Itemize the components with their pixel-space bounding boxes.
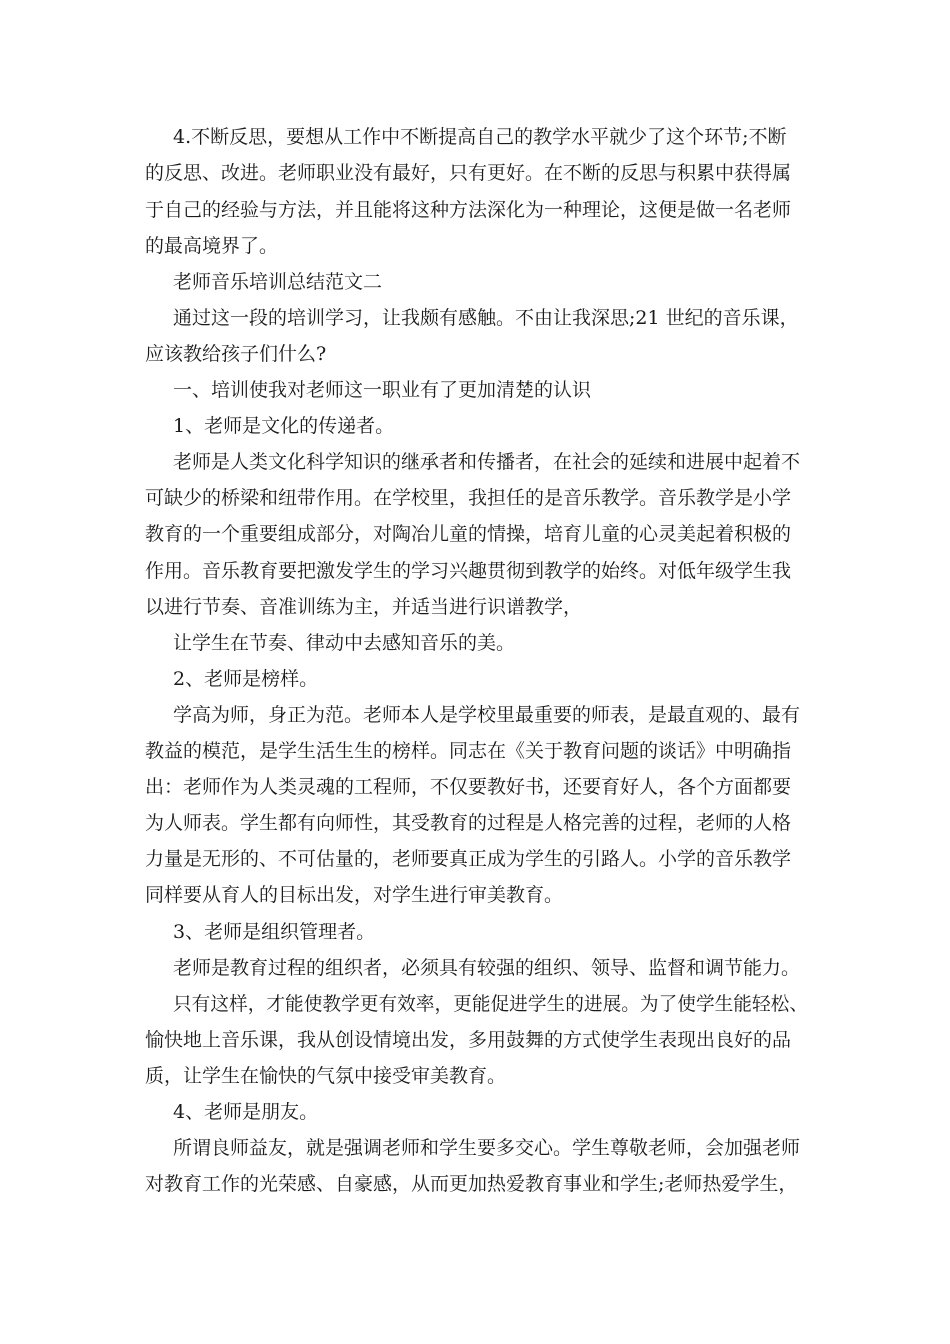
paragraph-line: 4.不断反思，要想从工作中不断提高自己的教学水平就少了这个环节;不断 bbox=[173, 126, 787, 148]
subsection-heading: 4、老师是朋友。 bbox=[173, 1101, 319, 1123]
paragraph-line: 的反思、改进。老师职业没有最好，只有更好。在不断的反思与积累中获得属 bbox=[145, 162, 792, 184]
paragraph-line: 教育的一个重要组成部分，对陶冶儿童的情操，培育儿童的心灵美起着积极的 bbox=[145, 523, 792, 545]
paragraph-line: 可缺少的桥梁和纽带作用。在学校里，我担任的是音乐教学。音乐教学是小学 bbox=[145, 487, 792, 509]
paragraph-line: 让学生在节奏、律动中去感知音乐的美。 bbox=[173, 632, 516, 654]
paragraph-line: 的最高境界了。 bbox=[145, 235, 279, 257]
paragraph-line: 质，让学生在愉快的气氛中接受审美教育。 bbox=[145, 1065, 507, 1087]
paragraph-line: 愉快地上音乐课，我从创设情境出发，多用鼓舞的方式使学生表现出良好的品 bbox=[145, 1029, 792, 1051]
paragraph-line: 应该教给孩子们什么? bbox=[145, 343, 327, 365]
paragraph-line: 对教育工作的光荣感、自豪感，从而更加热爱教育事业和学生;老师热爱学生， bbox=[145, 1173, 798, 1195]
paragraph-line: 老师是人类文化科学知识的继承者和传播者，在社会的延续和进展中起着不 bbox=[173, 451, 801, 473]
paragraph-line: 以进行节奏、音准训练为主，并适当进行识谱教学， bbox=[145, 596, 583, 618]
section-heading: 一、培训使我对老师这一职业有了更加清楚的认识 bbox=[173, 379, 592, 401]
subsection-heading: 2、老师是榜样。 bbox=[173, 668, 319, 690]
paragraph-line: 教益的模范，是学生活生生的榜样。同志在《关于教育问题的谈话》中明确指 bbox=[145, 740, 792, 762]
paragraph-line: 同样要从育人的目标出发，对学生进行审美教育。 bbox=[145, 884, 564, 906]
paragraph-line: 力量是无形的、不可估量的，老师要真正成为学生的引路人。小学的音乐教学 bbox=[145, 848, 792, 870]
paragraph-line: 通过这一段的培训学习，让我颇有感触。不由让我深思;21 世纪的音乐课， bbox=[173, 307, 799, 329]
paragraph-line: 于自己的经验与方法，并且能将这种方法深化为一种理论，这便是做一名老师 bbox=[145, 199, 792, 221]
paragraph-line: 出：老师作为人类灵魂的工程师，不仅要教好书，还要育好人，各个方面都要 bbox=[145, 776, 792, 798]
paragraph-line: 老师是教育过程的组织者，必须具有较强的组织、领导、监督和调节能力。 bbox=[173, 957, 801, 979]
paragraph-line: 作用。音乐教育要把激发学生的学习兴趣贯彻到教学的始终。对低年级学生我 bbox=[145, 560, 792, 582]
section-title: 老师音乐培训总结范文二 bbox=[173, 271, 383, 293]
paragraph-line: 为人师表。学生都有向师性，其受教育的过程是人格完善的过程，老师的人格 bbox=[145, 812, 792, 834]
paragraph-line: 所谓良师益友，就是强调老师和学生要多交心。学生尊敬老师，会加强老师 bbox=[173, 1137, 801, 1159]
subsection-heading: 3、老师是组织管理者。 bbox=[173, 921, 376, 943]
subsection-heading: 1、老师是文化的传递者。 bbox=[173, 415, 395, 437]
paragraph-line: 学高为师，身正为范。老师本人是学校里最重要的师表，是最直观的、最有 bbox=[173, 704, 801, 726]
paragraph-line: 只有这样，才能使教学更有效率，更能促进学生的进展。为了使学生能轻松、 bbox=[173, 993, 809, 1015]
